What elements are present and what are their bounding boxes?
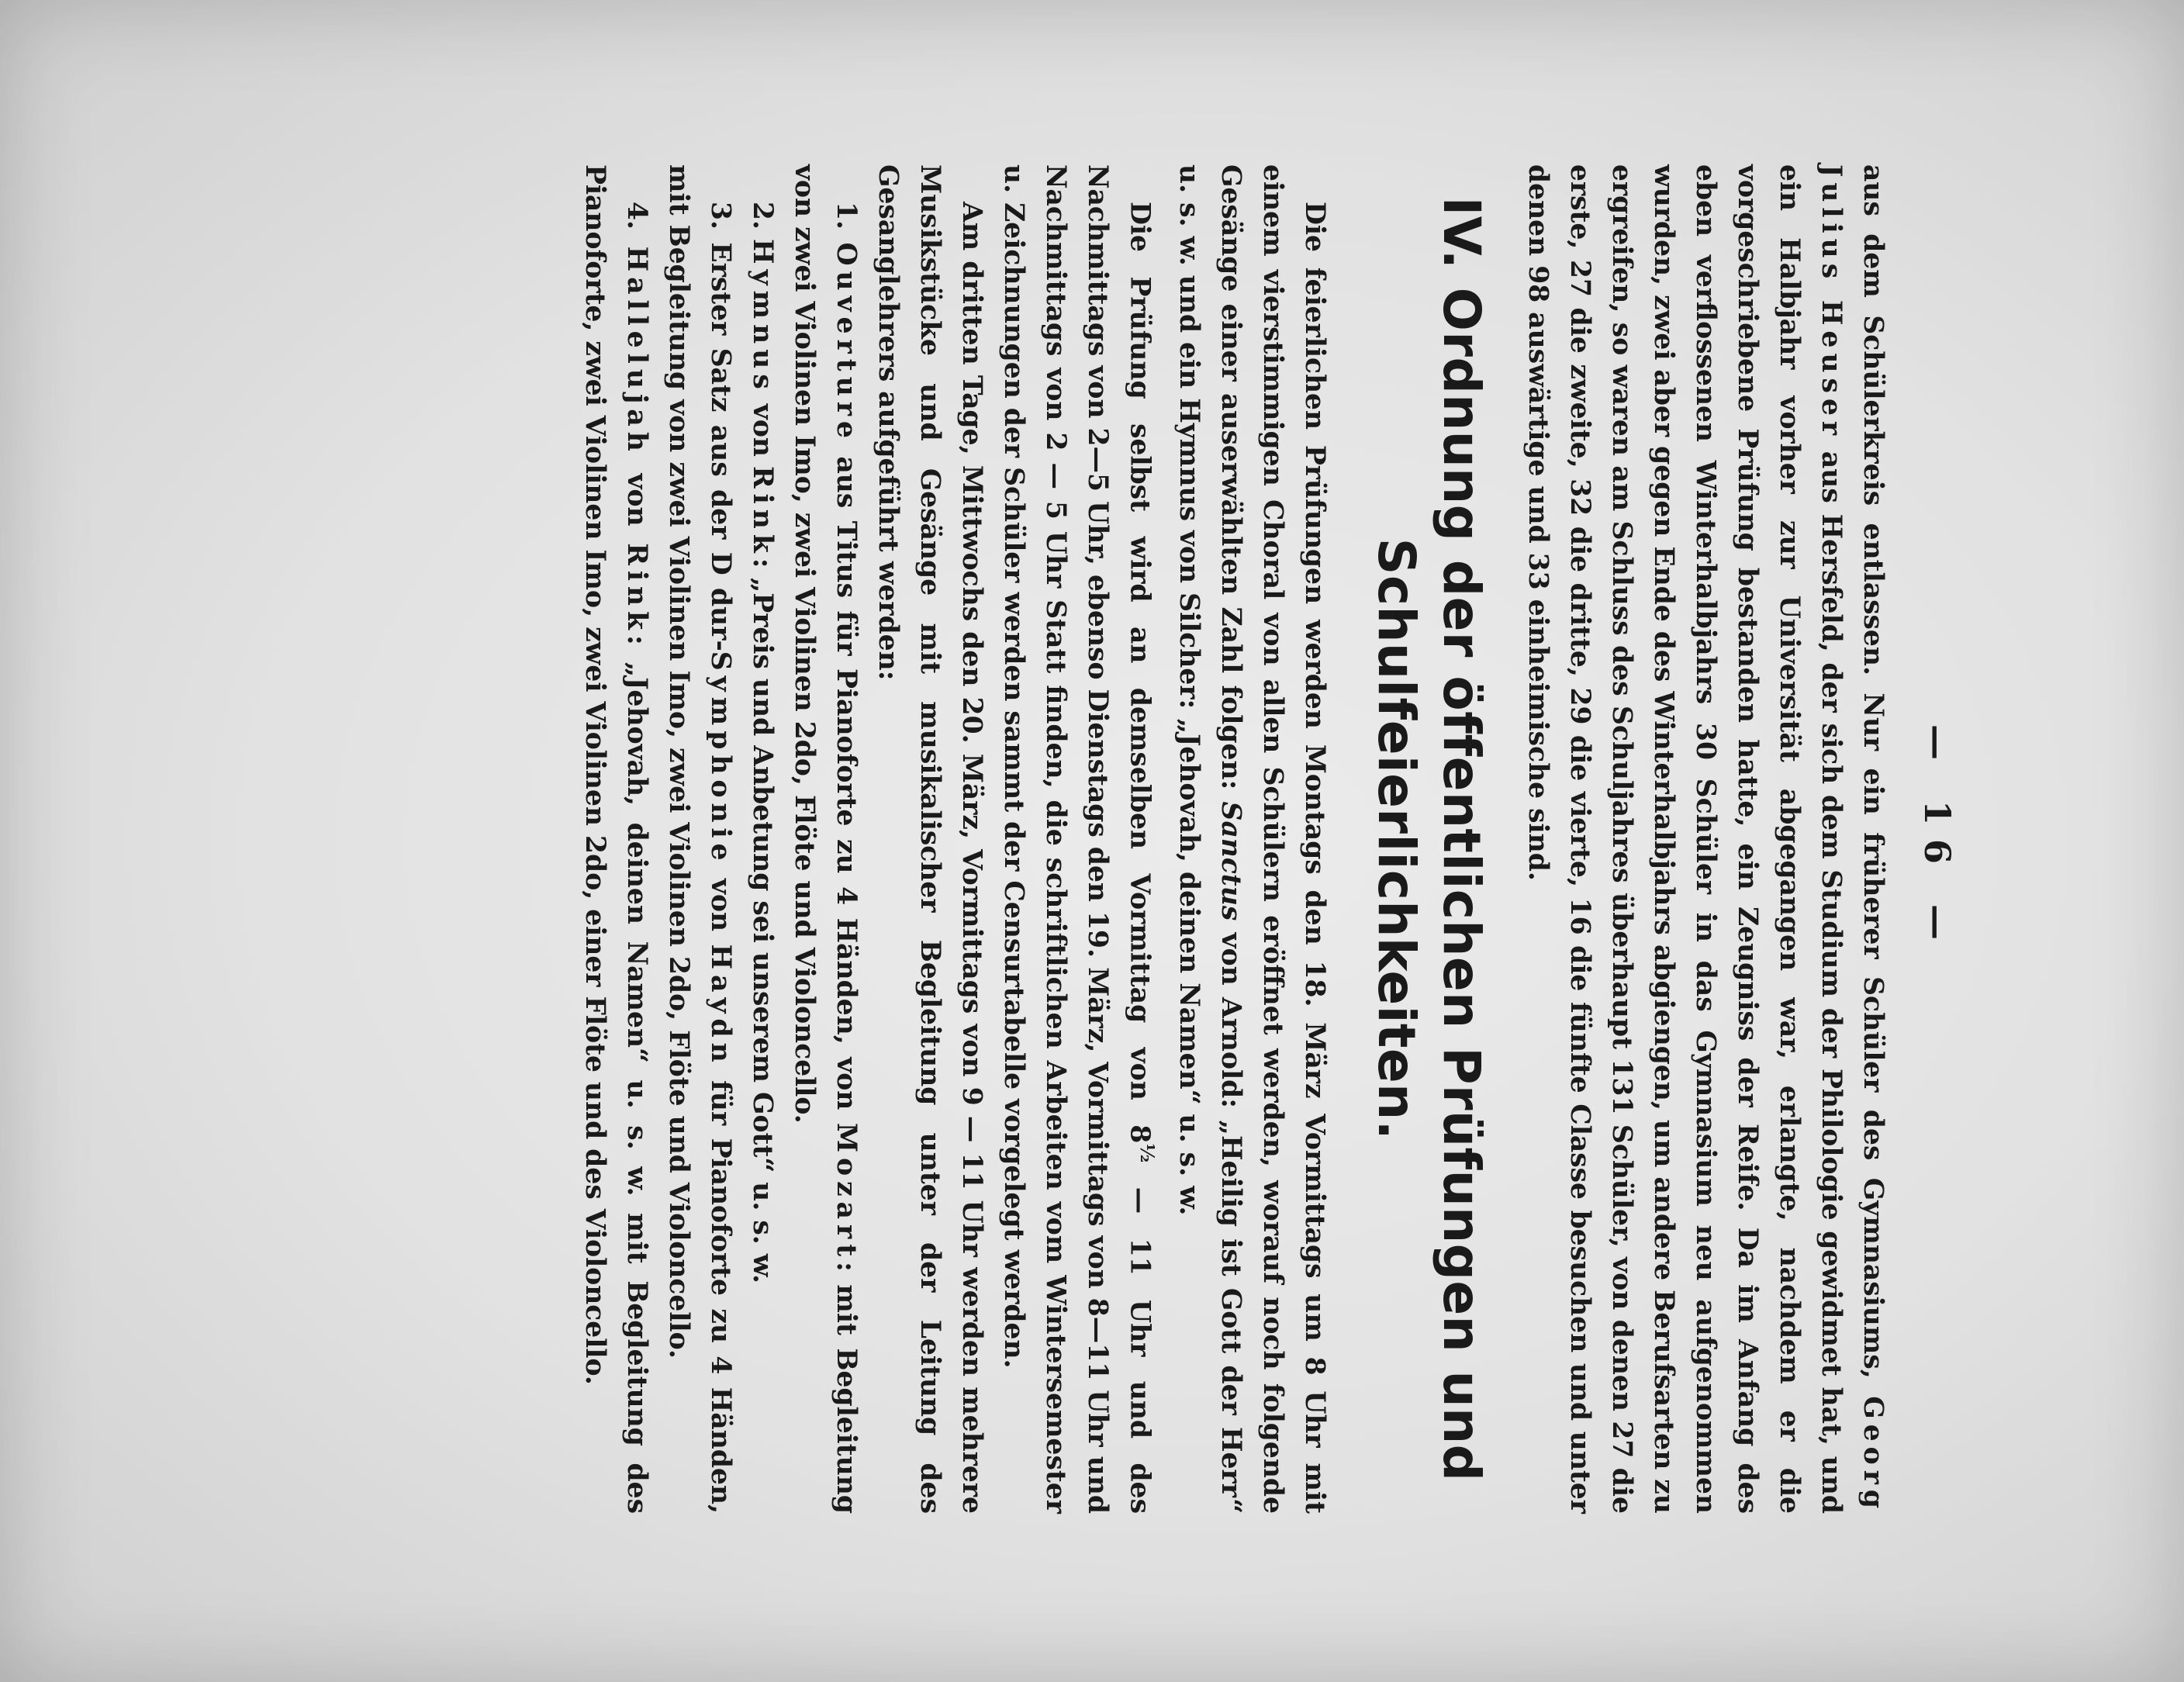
text-run: — 11 Uhr und des Nachmittags von 2—5 Uhr, ebenso Dienstags den 19. März, Vormittags von 8—11 Uhr und Nachmittags von 2 — 5 Uhr Statt finden, die schriftlichen Arbeiten vom Wintersemester u. Zeichnungen der Schüler werden sammt der Censurtabelle vorgelegt werden. (998, 164, 1156, 1514)
text-run: Symphonie (705, 651, 737, 866)
text-run: Georg Julius Heuser (1816, 164, 1889, 1514)
text-run: : „Jehovah, deinen Namen“ u. s. w. mit Begleitung des Pianoforte, zwei Violinen Imo, zwei Violinen 2do, einer Flöte und des Violoncello. (579, 164, 653, 1514)
body-text (575, 164, 1895, 1514)
text-run: Am dritten Tage, Mittwochs den 20. März, Vormittags von 9 — 11 Uhr werden mehrere Musikstücke und Gesänge mit musikalischer Begleitung unter der Leitung des Gesanglehrers aufgeführt werden: (873, 164, 988, 1514)
text-run: Rink (747, 465, 779, 558)
text-run: Haydn (705, 944, 737, 1068)
text-run: Die feierlichen Prüfungen werden Montags den 18. März Vormittags um 8 Uhr mit einem vierstimmigen Choral von allen Schülern eröffnet werden, worauf noch folgende Gesänge einer auserwählten Zahl folgen: (1215, 164, 1330, 1514)
text-run: 3. Erster Satz aus der D dur- (705, 202, 737, 651)
program-item-1 (784, 164, 868, 1514)
text-run: : mit Begleitung von zwei Violinen Imo, zwei Violinen 2do, Flöte und Violoncello. (789, 164, 862, 1514)
rotated-page-content (0, 164, 1961, 1514)
text-run: Hymnus (747, 239, 779, 395)
paragraph-third-day (868, 164, 994, 1514)
text-run: Rink (621, 543, 653, 636)
page-number: — 16 — (1916, 724, 1958, 955)
text-run: für Pianoforte zu 4 Händen, mit Begleitung von zwei Violinen Imo, zwei Violinen 2do, Flöte und Violoncello. (663, 164, 737, 1514)
section-heading: IV. Ordnung der öffentlichen Prüfungen und Schulfeierlichkeiten. (1367, 196, 1491, 1482)
text-run: aus dem Schülerkreis entlassen. Nur ein früherer Schüler des Gymnasiums, (1857, 164, 1889, 1397)
text-run: aus Titus für Pianoforte zu 4 Händen, von (831, 443, 862, 1123)
text-run: Mozart (831, 1122, 862, 1262)
text-run: : „Preis und Anbetung sei unserem Gott“ u. s. w. (747, 558, 779, 1284)
program-item-4 (575, 164, 658, 1514)
paragraph-intro (1517, 164, 1894, 1514)
text-run: von (621, 456, 653, 544)
program-item-3 (658, 164, 742, 1514)
text-run: Sanctus (1215, 801, 1246, 921)
text-run: von (705, 865, 737, 945)
program-item-2 (742, 164, 784, 1514)
text-run: Hallelujah (621, 246, 653, 457)
text-run: 2. (747, 202, 779, 240)
paragraph-exam (994, 164, 1169, 1514)
text-run: aus Hersfeld, der sich dem Studium der Philologie gewidmet hat, und ein Halbjahr vorher zur Universität abgegangen war, erlangte, nachdem er die vorgeschriebene Prüfung bestanden hatte, ein Zeugniss der Reife. Da im Anfang des eben verflossenen Winterhalbjahrs 30 Schüler in das Gymnasium neu aufgenommen wurden, zwei aber gegen Ende des Winterhalbjahrs abgiengen, um andere Berufsarten zu ergreifen, so waren am Schluss des Schuljahres überhaupt 131 Schüler, von denen 27 die erste, 27 die zweite, 32 die dritte, 29 die vierte, 16 die fünfte Classe besuchen und unter denen 98 auswärtige und 33 einheimische sind. (1522, 164, 1847, 1514)
text-run: von Arnold: „Heilig ist Gott der Herr“ u. s. w. und ein Hymnus von Silcher: „Jehovah, deinen Namen“ u. s. w. (1173, 164, 1246, 1514)
text-run: 1. (831, 202, 862, 243)
text-run: Die Prüfung selbst wird an demselben Vormittag von 8 (1124, 202, 1156, 1144)
text-run: von (747, 394, 779, 466)
text-run: Ouverture (831, 242, 862, 444)
text-run: ½ (1136, 1143, 1159, 1163)
text-run: 4. (621, 202, 653, 247)
paragraph-ceremony (1168, 164, 1336, 1514)
